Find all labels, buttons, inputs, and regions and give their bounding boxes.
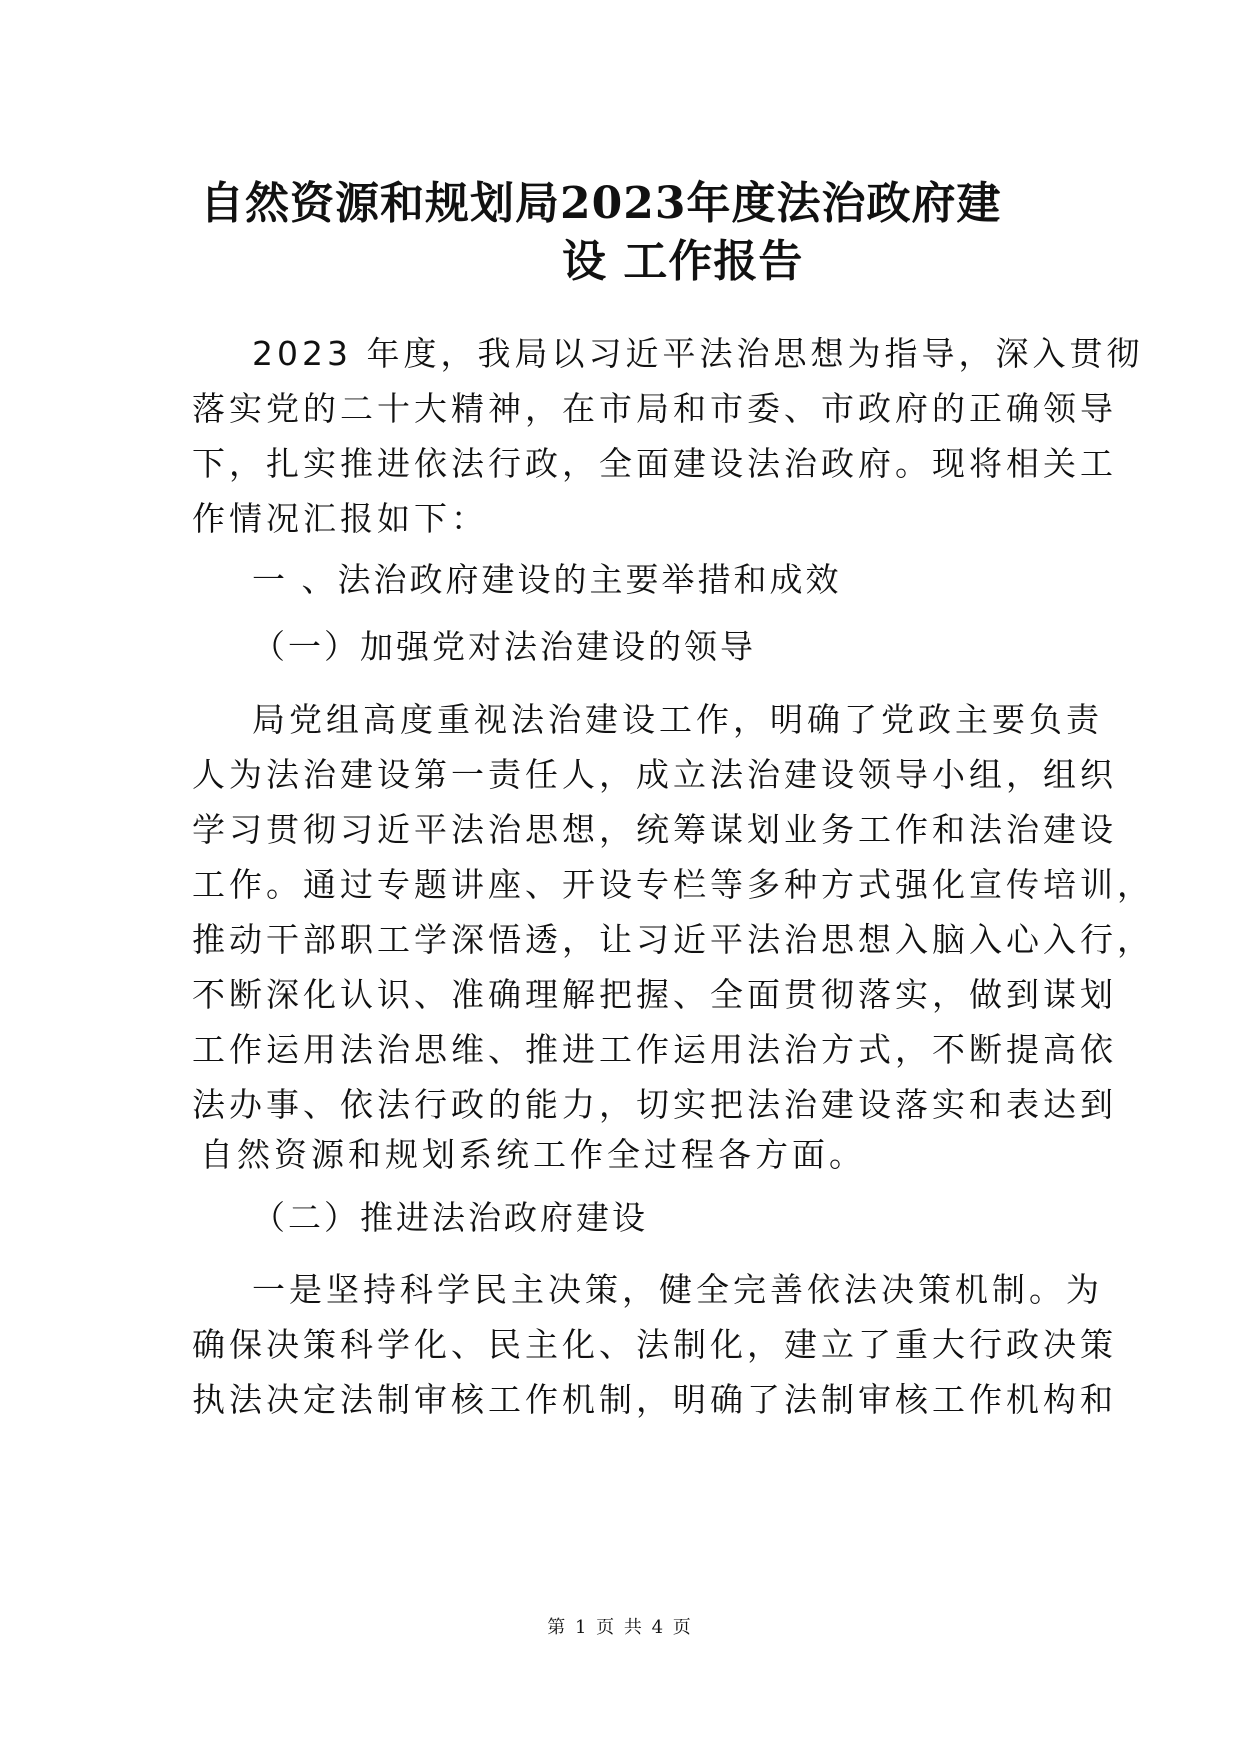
sub1-line-9: 自然资源和规划系统工作全过程各方面。	[200, 1135, 866, 1174]
sub1-line-6: 不断深化认识、准确理解把握、全面贯彻落实，做到谋划	[192, 975, 1117, 1014]
sub1-line-7: 工作运用法治思维、推进工作运用法治方式，不断提高依	[192, 1030, 1117, 1069]
intro-line-2: 落实党的二十大精神，在市局和市委、市政府的正确领导	[192, 389, 1117, 428]
sub1-line-2: 人为法治建设第一责任人，成立法治建设领导小组，组织	[192, 755, 1117, 794]
subsection-1-heading: （一）加强党对法治建设的领导	[252, 627, 756, 666]
intro-line-4: 作情况汇报如下：	[192, 499, 488, 538]
section-1-heading: 一 、法治政府建设的主要举措和成效	[252, 560, 842, 599]
sub1-line-4: 工作。通过专题讲座、开设专栏等多种方式强化宣传培训，	[192, 865, 1154, 904]
intro-line-1: 2023 年度，我局以习近平法治思想为指导，深入贯彻	[252, 334, 1144, 373]
sub1-line-5: 推动干部职工学深悟透，让习近平法治思想入脑入心入行，	[192, 920, 1154, 959]
sub2-line-2: 确保决策科学化、民主化、法制化，建立了重大行政决策	[192, 1325, 1117, 1364]
document-title-line-1: 自然资源和规划局2023年度法治政府建	[200, 178, 1002, 229]
page-number-footer: 第 1 页 共 4 页	[547, 1617, 693, 1638]
sub1-line-8: 法办事、依法行政的能力，切实把法治建设落实和表达到	[192, 1085, 1117, 1124]
document-title-line-2: 设 工作报告	[562, 236, 804, 287]
sub1-line-3: 学习贯彻习近平法治思想，统筹谋划业务工作和法治建设	[192, 810, 1117, 849]
sub2-line-1: 一是坚持科学民主决策，健全完善依法决策机制。为	[252, 1270, 1103, 1309]
intro-line-3: 下，扎实推进依法行政，全面建设法治政府。现将相关工	[192, 444, 1117, 483]
sub2-line-3: 执法决定法制审核工作机制，明确了法制审核工作机构和	[192, 1380, 1117, 1419]
sub1-line-1: 局党组高度重视法治建设工作，明确了党政主要负责	[252, 700, 1103, 739]
subsection-2-heading: （二）推进法治政府建设	[252, 1198, 648, 1237]
